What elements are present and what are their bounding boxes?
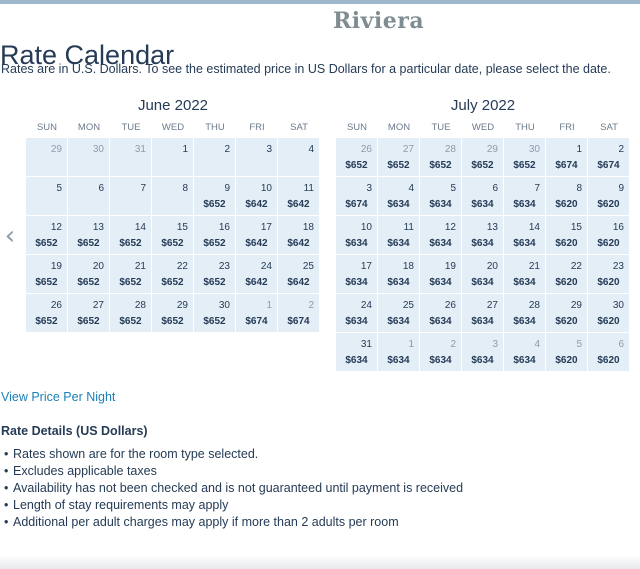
day-number: 1 xyxy=(576,144,582,155)
day-number: 20 xyxy=(486,261,498,272)
day-price: $652 xyxy=(203,316,226,327)
rate-detail-item: • Excludes applicable taxes xyxy=(4,463,463,480)
calendar-july xyxy=(336,96,630,372)
day-number: 17 xyxy=(360,261,372,272)
calendar-day-cell[interactable] xyxy=(336,138,378,177)
day-price: $652 xyxy=(161,277,184,288)
calendar-day-cell[interactable] xyxy=(420,333,462,372)
day-price: $652 xyxy=(35,277,58,288)
calendar-day-cell[interactable] xyxy=(194,216,236,255)
weekday-label: THU xyxy=(205,122,225,133)
calendar-day-cell[interactable] xyxy=(236,216,278,255)
calendar-day-cell[interactable] xyxy=(462,333,504,372)
calendar-grid xyxy=(26,138,320,333)
month-title: June 2022 xyxy=(137,97,209,114)
day-number: 1 xyxy=(408,339,414,350)
weekday-label: SAT xyxy=(600,122,618,133)
day-price: $642 xyxy=(245,238,268,249)
day-price: $634 xyxy=(429,277,452,288)
calendar-day-cell[interactable] xyxy=(68,138,110,177)
calendar-day-cell[interactable] xyxy=(546,294,588,333)
day-price: $652 xyxy=(77,277,100,288)
day-price: $642 xyxy=(245,277,268,288)
day-number: 29 xyxy=(50,144,62,155)
day-price: $634 xyxy=(387,355,410,366)
day-number: 17 xyxy=(260,222,272,233)
weekday-label: WED xyxy=(471,122,495,133)
watermark-logo: Riviera xyxy=(333,8,425,34)
weekday-label: TUE xyxy=(121,122,141,133)
day-number: 4 xyxy=(534,339,540,350)
day-price: $634 xyxy=(345,316,368,327)
calendar-day-cell[interactable] xyxy=(236,138,278,177)
day-number: 5 xyxy=(576,339,582,350)
day-number: 26 xyxy=(50,300,62,311)
day-price: $634 xyxy=(387,316,410,327)
day-price: $652 xyxy=(119,316,142,327)
calendar-day-cell[interactable] xyxy=(378,294,420,333)
calendar-day-cell[interactable] xyxy=(462,216,504,255)
day-number: 5 xyxy=(56,183,62,194)
rate-detail-item: • Additional per adult charges may apply if more than 2 adults per room xyxy=(4,514,463,531)
calendar-day-cell[interactable] xyxy=(336,294,378,333)
calendar-day-cell[interactable] xyxy=(378,333,420,372)
day-number: 11 xyxy=(403,222,414,233)
browser-top-bar xyxy=(0,0,640,4)
day-number: 4 xyxy=(308,144,314,155)
day-price: $652 xyxy=(161,238,184,249)
day-number: 27 xyxy=(92,300,104,311)
day-number: 2 xyxy=(224,144,230,155)
weekday-header xyxy=(26,118,320,138)
day-price: $620 xyxy=(555,238,578,249)
day-price: $620 xyxy=(597,238,620,249)
day-number: 27 xyxy=(486,300,498,311)
calendar-day-cell[interactable] xyxy=(588,333,630,372)
day-number: 30 xyxy=(612,300,624,311)
day-price: $652 xyxy=(203,277,226,288)
chevron-left-icon[interactable]: ‹ xyxy=(4,221,16,251)
day-number: 24 xyxy=(360,300,372,311)
day-price: $642 xyxy=(287,277,310,288)
calendar-day-cell[interactable] xyxy=(378,216,420,255)
day-number: 28 xyxy=(134,300,146,311)
day-price: $634 xyxy=(387,199,410,210)
day-price: $634 xyxy=(513,238,536,249)
calendar-day-cell[interactable] xyxy=(278,138,320,177)
calendar-day-cell[interactable] xyxy=(420,138,462,177)
calendar-day-cell[interactable] xyxy=(588,177,630,216)
weekday-label: SAT xyxy=(290,122,308,133)
calendar-grid xyxy=(336,138,630,372)
day-number: 6 xyxy=(618,339,624,350)
weekday-label: SUN xyxy=(36,122,58,133)
day-price: $634 xyxy=(387,277,410,288)
calendar-day-cell[interactable] xyxy=(26,177,68,216)
rate-details-list xyxy=(4,446,463,531)
weekday-header xyxy=(336,118,630,138)
day-number: 13 xyxy=(486,222,498,233)
day-number: 3 xyxy=(366,183,372,194)
day-price: $634 xyxy=(429,316,452,327)
month-title: July 2022 xyxy=(450,97,516,114)
calendar-day-cell[interactable] xyxy=(336,216,378,255)
day-number: 16 xyxy=(612,222,624,233)
day-price: $652 xyxy=(119,238,142,249)
day-price: $652 xyxy=(203,199,226,210)
day-number: 22 xyxy=(570,261,582,272)
intro-text: Rates are in U.S. Dollars. To see the estimated price in US Dollars for a particular date, please select the date. xyxy=(1,62,611,76)
calendar-day-cell[interactable] xyxy=(26,255,68,294)
day-number: 21 xyxy=(528,261,540,272)
browser-bottom-bar xyxy=(0,555,640,569)
day-price: $652 xyxy=(203,238,226,249)
weekday-label: FRI xyxy=(559,122,575,133)
day-number: 2 xyxy=(308,300,314,311)
day-number: 11 xyxy=(303,183,314,194)
calendar-day-cell[interactable] xyxy=(194,177,236,216)
calendar-day-cell[interactable] xyxy=(336,333,378,372)
day-number: 14 xyxy=(134,222,146,233)
day-number: 3 xyxy=(266,144,272,155)
day-price: $620 xyxy=(597,199,620,210)
calendar-day-cell[interactable] xyxy=(462,177,504,216)
day-number: 19 xyxy=(444,261,456,272)
rate-detail-item: • Rates shown are for the room type selected. xyxy=(4,446,463,463)
day-price: $642 xyxy=(287,199,310,210)
day-price: $652 xyxy=(35,238,58,249)
calendar-day-cell[interactable] xyxy=(546,138,588,177)
calendar-day-cell[interactable] xyxy=(26,294,68,333)
calendar-day-cell[interactable] xyxy=(26,138,68,177)
day-price: $652 xyxy=(161,316,184,327)
day-price: $620 xyxy=(555,199,578,210)
day-number: 7 xyxy=(534,183,540,194)
day-number: 24 xyxy=(260,261,272,272)
day-number: 30 xyxy=(92,144,104,155)
day-number: 10 xyxy=(360,222,372,233)
calendar-day-cell[interactable] xyxy=(588,294,630,333)
day-number: 18 xyxy=(302,222,314,233)
rate-detail-item: • Length of stay requirements may apply xyxy=(4,497,463,514)
calendar-day-cell[interactable] xyxy=(546,333,588,372)
day-number: 28 xyxy=(528,300,540,311)
view-price-per-night-link[interactable]: View Price Per Night xyxy=(1,390,116,404)
calendar-day-cell[interactable] xyxy=(462,294,504,333)
calendar-day-cell[interactable] xyxy=(378,177,420,216)
weekday-label: WED xyxy=(161,122,185,133)
day-number: 22 xyxy=(176,261,188,272)
calendar-day-cell[interactable] xyxy=(504,294,546,333)
day-number: 23 xyxy=(612,261,624,272)
calendar-day-cell[interactable] xyxy=(504,333,546,372)
day-number: 20 xyxy=(92,261,104,272)
day-number: 4 xyxy=(408,183,414,194)
calendar-day-cell[interactable] xyxy=(462,255,504,294)
weekday-label: FRI xyxy=(249,122,265,133)
day-price: $634 xyxy=(387,238,410,249)
day-number: 18 xyxy=(402,261,414,272)
day-number: 1 xyxy=(266,300,272,311)
day-number: 6 xyxy=(492,183,498,194)
calendar-day-cell[interactable] xyxy=(68,216,110,255)
calendar-day-cell[interactable] xyxy=(68,255,110,294)
calendar-day-cell[interactable] xyxy=(546,177,588,216)
day-number: 12 xyxy=(444,222,456,233)
day-number: 30 xyxy=(218,300,230,311)
calendar-day-cell[interactable] xyxy=(504,255,546,294)
day-number: 25 xyxy=(402,300,414,311)
weekday-label: TUE xyxy=(431,122,451,133)
weekday-label: MON xyxy=(77,122,101,133)
calendar-day-cell[interactable] xyxy=(546,255,588,294)
calendar-day-cell[interactable] xyxy=(110,138,152,177)
day-price: $634 xyxy=(429,238,452,249)
calendar-day-cell[interactable] xyxy=(378,138,420,177)
day-number: 29 xyxy=(486,144,498,155)
calendar-day-cell[interactable] xyxy=(588,255,630,294)
day-number: 9 xyxy=(618,183,624,194)
day-price: $652 xyxy=(471,160,494,171)
day-price: $642 xyxy=(245,199,268,210)
day-price: $674 xyxy=(345,199,368,210)
calendar-day-cell[interactable] xyxy=(110,216,152,255)
weekday-label: THU xyxy=(515,122,535,133)
day-price: $674 xyxy=(287,316,310,327)
calendar-day-cell[interactable] xyxy=(462,138,504,177)
calendar-day-cell[interactable] xyxy=(336,255,378,294)
day-number: 28 xyxy=(444,144,456,155)
calendar-day-cell[interactable] xyxy=(546,216,588,255)
day-number: 15 xyxy=(176,222,188,233)
day-price: $652 xyxy=(513,160,536,171)
day-number: 29 xyxy=(570,300,582,311)
day-price: $634 xyxy=(471,238,494,249)
calendar-day-cell[interactable] xyxy=(236,294,278,333)
day-number: 7 xyxy=(140,183,146,194)
day-number: 5 xyxy=(450,183,456,194)
calendar-day-cell[interactable] xyxy=(504,138,546,177)
calendar-day-cell[interactable] xyxy=(194,138,236,177)
day-number: 25 xyxy=(302,261,314,272)
day-price: $652 xyxy=(35,316,58,327)
calendar-day-cell[interactable] xyxy=(68,294,110,333)
calendar-day-cell[interactable] xyxy=(110,255,152,294)
calendar-day-cell[interactable] xyxy=(504,216,546,255)
day-number: 8 xyxy=(576,183,582,194)
day-number: 8 xyxy=(182,183,188,194)
calendar-day-cell[interactable] xyxy=(152,294,194,333)
calendar-day-cell[interactable] xyxy=(152,138,194,177)
day-number: 19 xyxy=(50,261,62,272)
day-price: $620 xyxy=(597,355,620,366)
calendar-day-cell[interactable] xyxy=(194,255,236,294)
day-number: 3 xyxy=(492,339,498,350)
calendar-day-cell[interactable] xyxy=(588,138,630,177)
page-title: Rate Calendar xyxy=(0,40,175,71)
day-price: $634 xyxy=(513,355,536,366)
calendar-day-cell[interactable] xyxy=(68,177,110,216)
calendar-day-cell[interactable] xyxy=(278,294,320,333)
weekday-label: MON xyxy=(387,122,411,133)
calendar-day-cell[interactable] xyxy=(278,177,320,216)
day-number: 13 xyxy=(92,222,104,233)
day-number: 26 xyxy=(360,144,372,155)
calendar-day-cell[interactable] xyxy=(420,216,462,255)
day-number: 2 xyxy=(618,144,624,155)
calendar-day-cell[interactable] xyxy=(236,255,278,294)
calendar-day-cell[interactable] xyxy=(26,216,68,255)
day-price: $620 xyxy=(555,355,578,366)
calendar-day-cell[interactable] xyxy=(336,177,378,216)
calendar-day-cell[interactable] xyxy=(236,177,278,216)
day-number: 2 xyxy=(450,339,456,350)
day-price: $620 xyxy=(555,316,578,327)
day-number: 1 xyxy=(182,144,188,155)
calendar-day-cell[interactable] xyxy=(152,177,194,216)
day-price: $652 xyxy=(429,160,452,171)
calendar-day-cell[interactable] xyxy=(194,294,236,333)
day-price: $634 xyxy=(471,316,494,327)
calendar-day-cell[interactable] xyxy=(152,255,194,294)
day-number: 12 xyxy=(50,222,62,233)
day-number: 10 xyxy=(260,183,272,194)
calendar-day-cell[interactable] xyxy=(420,177,462,216)
day-number: 16 xyxy=(218,222,230,233)
day-price: $652 xyxy=(77,316,100,327)
day-price: $652 xyxy=(345,160,368,171)
day-price: $642 xyxy=(287,238,310,249)
calendar-day-cell[interactable] xyxy=(420,255,462,294)
calendar-day-cell[interactable] xyxy=(278,216,320,255)
calendar-day-cell[interactable] xyxy=(378,255,420,294)
day-number: 23 xyxy=(218,261,230,272)
day-number: 14 xyxy=(528,222,540,233)
day-number: 27 xyxy=(402,144,414,155)
rate-details-heading: Rate Details (US Dollars) xyxy=(1,424,148,438)
day-price: $634 xyxy=(471,199,494,210)
day-price: $652 xyxy=(387,160,410,171)
day-number: 26 xyxy=(444,300,456,311)
day-number: 15 xyxy=(570,222,582,233)
calendar-day-cell[interactable] xyxy=(110,294,152,333)
day-number: 21 xyxy=(134,261,146,272)
day-price: $620 xyxy=(555,277,578,288)
weekday-label: SUN xyxy=(346,122,368,133)
day-price: $652 xyxy=(119,277,142,288)
day-number: 9 xyxy=(224,183,230,194)
calendar-day-cell[interactable] xyxy=(588,216,630,255)
calendar-day-cell[interactable] xyxy=(278,255,320,294)
day-price: $620 xyxy=(597,277,620,288)
rate-detail-item: • Availability has not been checked and is not guaranteed until payment is received xyxy=(4,480,463,497)
day-price: $634 xyxy=(345,355,368,366)
day-number: 31 xyxy=(360,339,372,350)
day-price: $634 xyxy=(471,277,494,288)
day-price: $634 xyxy=(345,277,368,288)
calendar-day-cell[interactable] xyxy=(152,216,194,255)
calendar-day-cell[interactable] xyxy=(504,177,546,216)
day-price: $620 xyxy=(597,316,620,327)
day-price: $674 xyxy=(597,160,620,171)
day-price: $674 xyxy=(555,160,578,171)
day-price: $674 xyxy=(245,316,268,327)
day-price: $652 xyxy=(77,238,100,249)
day-number: 30 xyxy=(528,144,540,155)
calendar-june xyxy=(26,96,320,333)
day-price: $634 xyxy=(345,238,368,249)
day-price: $634 xyxy=(513,199,536,210)
day-price: $634 xyxy=(429,199,452,210)
day-price: $634 xyxy=(513,277,536,288)
day-number: 31 xyxy=(134,144,146,155)
day-price: $634 xyxy=(471,355,494,366)
calendar-day-cell[interactable] xyxy=(420,294,462,333)
calendar-day-cell[interactable] xyxy=(110,177,152,216)
day-number: 29 xyxy=(176,300,188,311)
day-price: $634 xyxy=(513,316,536,327)
day-number: 6 xyxy=(98,183,104,194)
day-price: $634 xyxy=(429,355,452,366)
